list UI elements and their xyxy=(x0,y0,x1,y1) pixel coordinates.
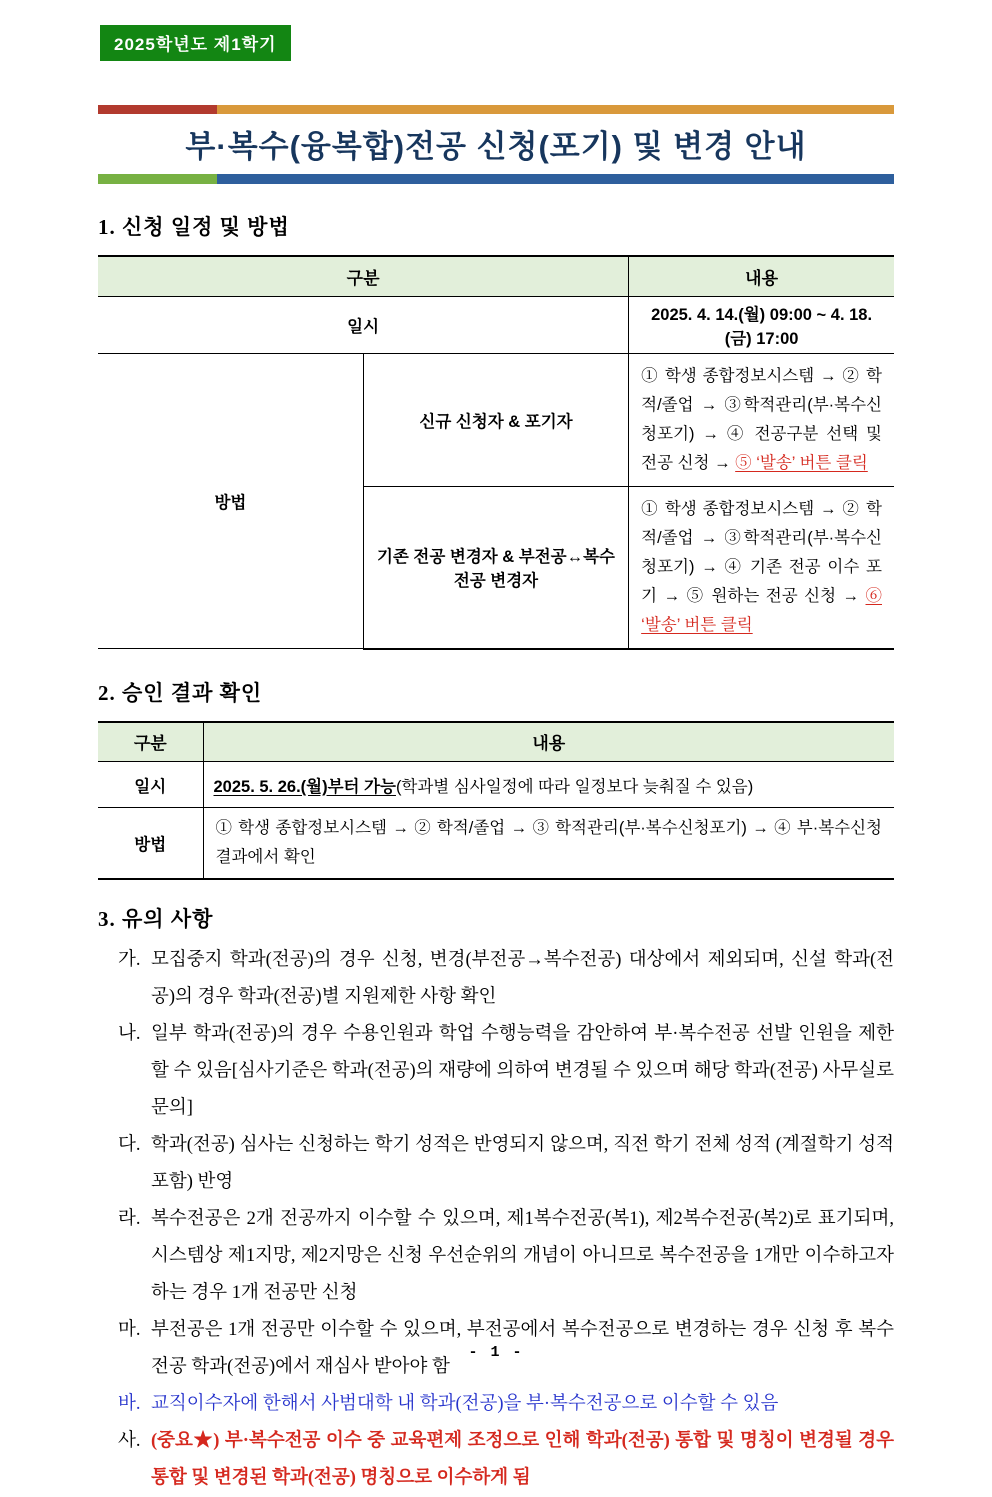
applicant-type-change: 기존 전공 변경자 & 부전공↔복수 전공 변경자 xyxy=(363,486,628,649)
result-available-date xyxy=(203,762,894,808)
note-label: 마. xyxy=(118,1320,141,1340)
approval-result-table xyxy=(98,721,894,881)
note-item-ra xyxy=(98,1201,894,1312)
note-label: 나. xyxy=(118,1024,141,1044)
note-label: 사. xyxy=(118,1431,141,1451)
note-label: 가. xyxy=(118,950,141,970)
steps-change-applicant xyxy=(629,486,894,649)
note-label: 라. xyxy=(118,1209,141,1229)
application-period-value: 2025. 4. 14.(월) 09:00 ~ 4. 18.(금) 17:00 xyxy=(629,296,894,353)
table-header-row xyxy=(98,722,894,762)
note-text: (중요★) 부·복수전공 이수 중 교육편제 조정으로 인해 학과(전공) 통합 및 명칭이 변경될 경우 통합 및 변경된 학과(전공) 명칭으로 이수하게 됨 xyxy=(151,1431,894,1488)
note-item-ga xyxy=(98,942,894,1016)
steps-new-applicant-send-highlight: ⑤ ‘발송’ 버튼 클릭 xyxy=(735,453,868,472)
steps-new-applicant-text: ① 학생 종합정보시스템 → ② 학적/졸업 → ③학적관리(부·복수신청포기) → ④ 전공구분 선택 및 전공 신청 → xyxy=(641,366,882,472)
title-rule-bottom-green-segment xyxy=(98,174,217,184)
title-rule-bottom-blue-segment xyxy=(217,174,894,184)
steps-new-applicant xyxy=(629,353,894,486)
semester-badge: 2025학년도 제1학기 xyxy=(100,25,291,61)
page-title: 부·복수(융복합)전공 신청(포기) 및 변경 안내 xyxy=(185,129,807,164)
section-1-heading: 1. 신청 일정 및 방법 xyxy=(98,215,290,239)
steps-change-applicant-send-highlight: ⑥ ‘발송’ 버튼 클릭 xyxy=(641,586,882,634)
result-date-note: (학과별 심사일정에 따라 일정보다 늦춰질 수 있음) xyxy=(395,777,754,796)
page-number: - 1 - xyxy=(468,1344,524,1361)
row-label-datetime: 일시 xyxy=(98,762,203,808)
row-label-datetime: 일시 xyxy=(98,296,629,353)
note-item-ba-teacher-cert xyxy=(98,1386,894,1423)
title-rule-bottom xyxy=(98,174,894,184)
note-label: 바. xyxy=(118,1394,141,1414)
steps-change-applicant-text: ① 학생 종합정보시스템 → ② 학적/졸업 → ③학적관리(부·복수신청포기) → ④ 기존 전공 이수 포기 → ⑤ 원하는 전공 신청 → xyxy=(641,499,882,605)
table-header-row xyxy=(98,256,894,296)
column-header-content: 내용 xyxy=(203,722,894,762)
section-2-heading: 2. 승인 결과 확인 xyxy=(98,680,263,705)
section-3-heading: 3. 유의 사항 xyxy=(98,907,214,931)
note-text: 복수전공은 2개 전공까지 이수할 수 있으며, 제1복수전공(복1), 제2복수전공(복2)로 표기되며, 시스템상 제1지망, 제2지망은 신청 우선순위의 개념이 아니므로 복수전공을 1개만 이수하고자 하는 경우 1개 전공만 신청 xyxy=(151,1209,894,1303)
applicant-type-new: 신규 신청자 & 포기자 xyxy=(363,353,628,486)
note-text: 교직이수자에 한해서 사범대학 내 학과(전공)을 부·복수전공으로 이수할 수 있음 xyxy=(151,1394,779,1414)
title-block xyxy=(98,105,894,184)
table-row-datetime xyxy=(98,296,894,353)
column-header-content: 내용 xyxy=(629,256,894,296)
notes-list xyxy=(98,942,894,1497)
column-header-category: 구분 xyxy=(98,722,203,762)
table-row-method-new xyxy=(98,353,894,486)
note-text: 모집중지 학과(전공)의 경우 신청, 변경(부전공→복수전공) 대상에서 제외되며, 신설 학과(전공)의 경우 학과(전공)별 지원제한 사항 확인 xyxy=(151,950,894,1007)
row-label-method: 방법 xyxy=(98,808,203,880)
result-check-steps: ① 학생 종합정보시스템 → ② 학적/졸업 → ③ 학적관리(부·복수신청포기) → ④ 부·복수신청결과에서 확인 xyxy=(203,808,894,880)
note-text: 부전공은 1개 전공만 이수할 수 있으며, 부전공에서 복수전공으로 변경하는 경우 신청 후 복수전공 학과(전공)에서 재심사 받아야 함 xyxy=(151,1320,894,1377)
note-item-da xyxy=(98,1127,894,1201)
title-rule-top xyxy=(98,105,894,114)
table-row-method xyxy=(98,808,894,880)
note-label: 다. xyxy=(118,1135,141,1155)
title-rule-top-orange-segment xyxy=(217,105,894,114)
application-schedule-table xyxy=(98,255,894,650)
note-item-na xyxy=(98,1016,894,1127)
row-label-method: 방법 xyxy=(98,353,363,649)
title-rule-top-red-segment xyxy=(98,105,217,114)
note-item-sa-important xyxy=(98,1423,894,1497)
table-row-datetime xyxy=(98,762,894,808)
result-date-emphasis: 2025. 5. 26.(월)부터 가능 xyxy=(213,777,396,796)
note-text: 일부 학과(전공)의 경우 수용인원과 학업 수행능력을 감안하여 부·복수전공 선발 인원을 제한할 수 있음[심사기준은 학과(전공)의 재량에 의하여 변경될 수 있으며 해당 학과(전공) 사무실로 문의] xyxy=(151,1024,894,1118)
column-header-category: 구분 xyxy=(98,256,629,296)
note-text: 학과(전공) 심사는 신청하는 학기 성적은 반영되지 않으며, 직전 학기 전체 성적 (계절학기 성적 포함) 반영 xyxy=(151,1135,894,1192)
